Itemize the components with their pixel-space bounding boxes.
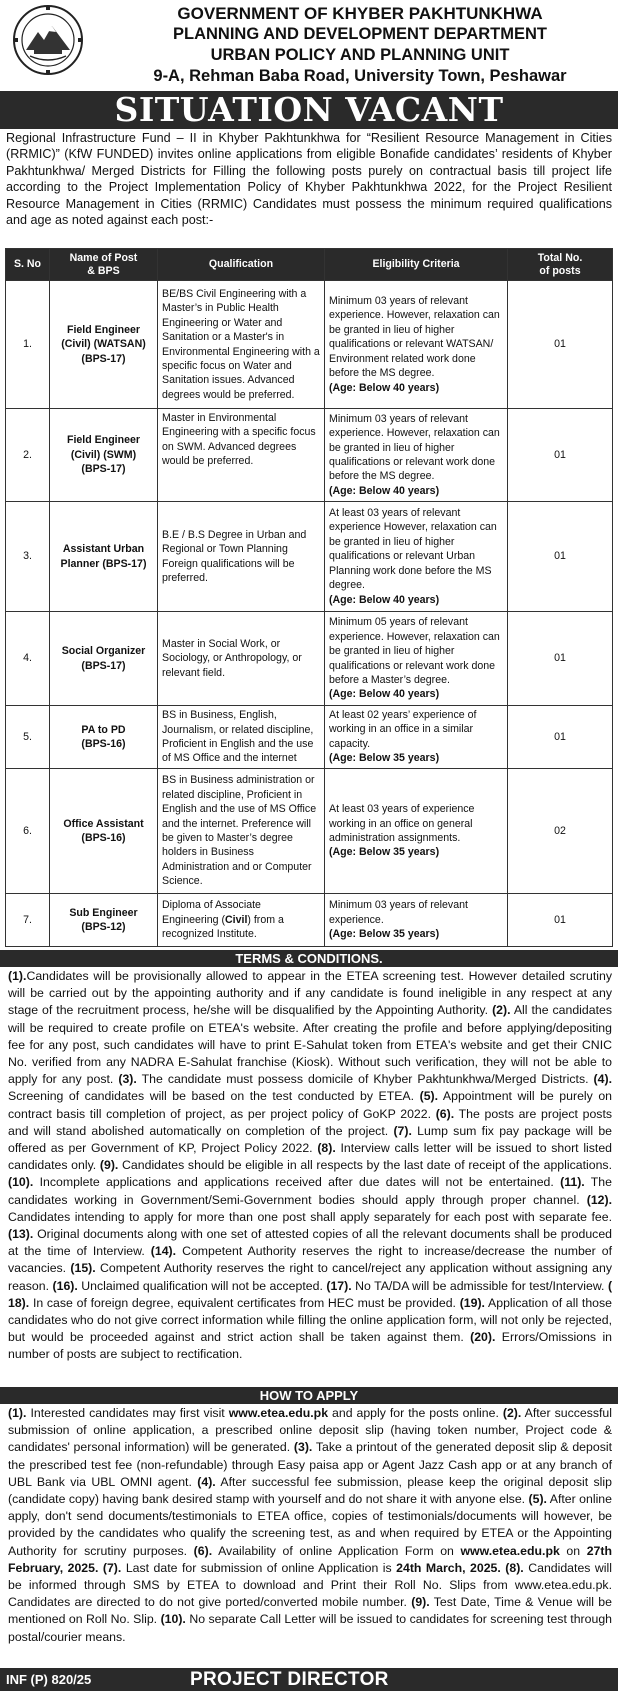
term-text: Incomplete applications and applications received after due dates will not be entertained.: [39, 1175, 554, 1190]
term-text: Candidates intending to apply for more than one post shall apply separately for each post with separate fee.: [8, 1209, 612, 1224]
term-number: (6).: [435, 1106, 455, 1121]
row-total: 01: [508, 612, 613, 706]
row-eligibility: Minimum 03 years of relevant experience. (Age: Below 35 years): [325, 894, 508, 947]
terms-heading: TERMS & CONDITIONS.: [0, 950, 618, 967]
closing-date: 24th March, 2025.: [396, 1560, 501, 1575]
header-total: Total No. of posts: [508, 249, 613, 281]
row-qualification: Master in Social Work, or Sociology, or Anthropology, or relevant field.: [158, 612, 325, 706]
term-number: (7).: [393, 1123, 412, 1138]
term-text: Interview calls letter will be issued to short listed candidates only.: [8, 1141, 613, 1173]
row-eligibility: Minimum 03 years of relevant experience. However, relaxation can be granted in lieu of higher qualifications or relevant work done before the MS degree. (Age: Below 40 years): [325, 409, 508, 502]
row-qualification: BS in Business, English, Journalism, or related discipline, Proficient in English and the use of MS Office and the internet: [158, 706, 325, 769]
intro-paragraph: Regional Infrastructure Fund – II in Khyber Pakhtunkhwa for “Resilient Resource Management in Cities (RRMIC)” (KfW FUNDED) invites online applications from eligible Bonafide candidates’ residents of Khyber Pakhtunkhwa/ Merged Districts for Filling the following posts purely on contractual basis till project life according to the Project Implementation Policy of Khyber Pakhtunkhwa 2022, for the Project Resilient Resource Management in Cities (RRMIC) Candidates must possess the minimum required qualifications and age as noted against each post:-: [6, 131, 612, 228]
term-text: Candidates will be provisionally allowed to appear in the ETEA screening test. However detailed scrutiny will be carried out by the appointing authority and if any candidate is found ineligible in any respect at any stage of the recruitment process, he/she will be disqualified by the Appointing Authority.: [8, 969, 612, 1018]
table-header-row: [6, 249, 613, 281]
term-number: (9).: [99, 1158, 119, 1173]
row-eligibility: At least 03 years of relevant experience However, relaxation can be granted in lieu of higher qualifications or relevant Urban Planning work done before the MS degree. (Age: Below 40 years): [325, 502, 508, 612]
department-title: PLANNING AND DEVELOPMENT DEPARTMENT: [172, 25, 547, 43]
term-number: (17).: [326, 1278, 352, 1293]
table-row: [6, 281, 613, 409]
header-sno: S. No: [6, 249, 50, 281]
term-text: The candidates working in Government/Semi-Government bodies should apply through proper channel.: [8, 1175, 612, 1207]
how-to-apply-heading: HOW TO APPLY: [0, 1387, 618, 1404]
table-row: [6, 409, 613, 502]
etea-link[interactable]: www.etea.edu.pk: [460, 1543, 560, 1558]
row-sno: 6.: [6, 769, 50, 894]
row-total: 01: [508, 894, 613, 947]
row-total: 01: [508, 281, 613, 409]
signatory: PROJECT DIRECTOR: [190, 1669, 389, 1690]
row-qualification: B.E / B.S Degree in Urban and Regional or Town Planning Foreign qualifications will be preferred.: [158, 502, 325, 612]
row-post: Field Engineer (Civil) (WATSAN) (BPS-17): [50, 281, 158, 409]
row-eligibility: Minimum 03 years of relevant experience. However, relaxation can be granted in lieu of higher qualifications or relevant WATSAN/ Environment related work done before the MS degree. (Age: Below 40 years): [325, 281, 508, 409]
row-sno: 3.: [6, 502, 50, 612]
etea-link[interactable]: www.etea.edu.pk: [228, 1406, 329, 1420]
term-text: Candidates should be eligible in all respects by the last date of receipt of the applications.: [122, 1158, 612, 1173]
row-eligibility: At least 02 years’ experience of working in an office in a similar capacity. (Age: Below 35 years): [325, 706, 508, 769]
table-row: [6, 769, 613, 894]
posts-table: [5, 248, 613, 947]
row-eligibility: At least 03 years of experience working in an office on general administration assignments. (Age: Below 35 years): [325, 769, 508, 894]
row-post: Field Engineer (Civil) (SWM) (BPS-17): [50, 409, 158, 502]
table-row: [6, 502, 613, 612]
term-number: (14).: [150, 1244, 177, 1259]
term-text: Application of all those candidates who do not give correct information while filling the online application form, will not only be rejected, but would be proceeded against and strict action shall be taken against them.: [8, 1295, 612, 1345]
term-number: (10).: [8, 1175, 34, 1190]
term-text: Appointment will be purely on contract basis till completion of project, as per project policy of GoKP 2022.: [8, 1089, 612, 1121]
row-total: 01: [508, 502, 613, 612]
term-number: ( 18).: [8, 1278, 613, 1310]
row-total: 01: [508, 409, 613, 502]
row-total: 02: [508, 769, 613, 894]
ad-reference: INF (P) 820/25: [6, 1672, 92, 1687]
row-post: Sub Engineer (BPS-12): [50, 894, 158, 947]
term-text: Errors/Omissions in number of posts are subject to rectification.: [8, 1330, 613, 1362]
how-to-apply-body: (1). Interested candidates may first visit www.etea.edu.pk and apply for the posts online. (2). After successful submission of online application, a prescribed online deposit slip (having token number, Project code & candidates' personal information) will be generated. (3). Take a printout of the generated deposit slip & deposit the prescribed test fee (non-refundable) through Easy paisa app or Agent Jazz Cash app or at any branch of UBL Bank via UBL OMNI agent. (4). After successful fee submission, please keep the original deposit slip (candidate copy) having bank desired stamp with yourself and do not share it with anyone else. (5). After online apply, don't send documents/testimonials to ETEA office, copies of testimonials/documents will however, be provided by the candidates who qualify the screening test, as and when required by ETEA or the Appointing Authority for scrutiny purposes. (6). Availability of online Application Form on www.etea.edu.pk on 27th February, 2025. (7). Last date for submission of online Application is 24th March, 2025. (8). Candidates will be informed through SMS by ETEA to download and Print their Roll No. Slips from www.etea.edu.pk. Candidates are directed to do not give ported/converted mobile number. (9). Test Date, Time & Venue will be mentioned on Roll No. Slip. (10). No separate Call Letter will be issued to candidates for screening test through postal/courier means.: [8, 1406, 613, 1644]
row-sno: 2.: [6, 409, 50, 502]
term-text: No TA/DA will be admissible for test/Interview.: [355, 1278, 605, 1293]
header-qualification: Qualification: [158, 249, 325, 281]
row-post: Office Assistant (BPS-16): [50, 769, 158, 894]
term-text: In case of foreign degree, equivalent certificates from HEC must be provided.: [32, 1295, 456, 1310]
government-seal-logo: [12, 4, 84, 76]
row-sno: 1.: [6, 281, 50, 409]
unit-title: URBAN POLICY AND PLANNING UNIT: [210, 46, 510, 64]
row-total: 01: [508, 706, 613, 769]
footer-bar: [0, 1668, 618, 1691]
header-eligibility: Eligibility Criteria: [325, 249, 508, 281]
term-number: (3).: [118, 1072, 137, 1087]
term-number: (2).: [492, 1003, 511, 1018]
term-number: (20).: [470, 1330, 496, 1345]
term-text: Unclaimed qualification will not be accepted.: [81, 1278, 323, 1293]
row-qualification: Master in Environmental Engineering with a specific focus on SWM. Advanced degrees would be preferred.: [158, 409, 325, 502]
term-text: The candidate must possess domicile of Khyber Pakhtunkhwa/Merged Districts.: [141, 1072, 589, 1087]
term-text: All the candidates will be required to create profile on ETEA's website. After creating the profile and before applying/depositing fee for any post, such candidates will have to print E-Sahulat token from ETEA's website and get their CNIC No. verified from any NADRA E-Sahulat franchise (Kiosk). Without such verification, they will not be able to apply for any post.: [8, 1003, 612, 1087]
table-row: [6, 612, 613, 706]
government-title: GOVERNMENT OF KHYBER PAKHTUNKHWA: [177, 4, 543, 23]
term-number: (16).: [52, 1278, 78, 1293]
row-qualification: Diploma of Associate Engineering (Civil) from a recognized Institute.: [158, 894, 325, 947]
term-text: Competent Authority reserves the right to cancel/reject any application without assigning any reason.: [8, 1261, 612, 1293]
term-number: (11).: [560, 1175, 585, 1190]
row-sno: 7.: [6, 894, 50, 947]
table-row: [6, 894, 613, 947]
term-number: (1).: [8, 969, 27, 983]
opening-date: 27th February, 2025.: [8, 1543, 612, 1575]
row-post: Assistant Urban Planner (BPS-17): [50, 502, 158, 612]
row-qualification: BE/BS Civil Engineering with a Master’s in Public Health Engineering or Water and Sanitation or a Master's in Environmental Engineering with a specific focus on Water and Sanitation issues. Advanced degrees would be preferred.: [158, 281, 325, 409]
row-eligibility: Minimum 05 years of relevant experience. However, relaxation can be granted in lieu of higher qualifications or relevant work done before a Master’s degree. (Age: Below 40 years): [325, 612, 508, 706]
term-text: Competent Authority reserves the right to increase/decrease the number of vacancies.: [8, 1244, 612, 1276]
terms-body: [8, 968, 612, 1364]
row-post: Social Organizer (BPS-17): [50, 612, 158, 706]
term-number: (5).: [419, 1089, 439, 1104]
term-number: (19).: [459, 1295, 485, 1310]
term-number: (8).: [317, 1141, 336, 1156]
term-text: Screening of candidates will be based on the test conducted by ETEA.: [8, 1089, 415, 1104]
address: 9-A, Rehman Baba Road, University Town, Peshawar: [153, 67, 567, 85]
header-post: Name of Post & BPS: [50, 249, 158, 281]
table-row: [6, 706, 613, 769]
letterhead: [0, 0, 618, 90]
term-number: (12).: [586, 1192, 613, 1207]
term-number: (4).: [593, 1072, 612, 1087]
row-post: PA to PD (BPS-16): [50, 706, 158, 769]
row-sno: 5.: [6, 706, 50, 769]
page-title: SITUATION VACANT: [0, 91, 618, 129]
term-number: (13).: [8, 1227, 34, 1242]
term-text: Lump sum fix pay package will be offered as per Government of KP, Project Policy 2022.: [8, 1123, 613, 1156]
term-number: (15).: [70, 1261, 96, 1276]
term-text: Original documents along with one set of attested copies of all the relevant documents shall be produced at the time of Interview.: [8, 1227, 612, 1259]
term-text: The posts are project posts and will stand abolished automatically on completion of the project.: [8, 1106, 613, 1138]
row-qualification: BS in Business administration or related discipline, Proficient in English and the use of MS Office and the internet. Preference will be given to Master’s degree holders in Business Administration and or Computer Science.: [158, 769, 325, 894]
row-sno: 4.: [6, 612, 50, 706]
